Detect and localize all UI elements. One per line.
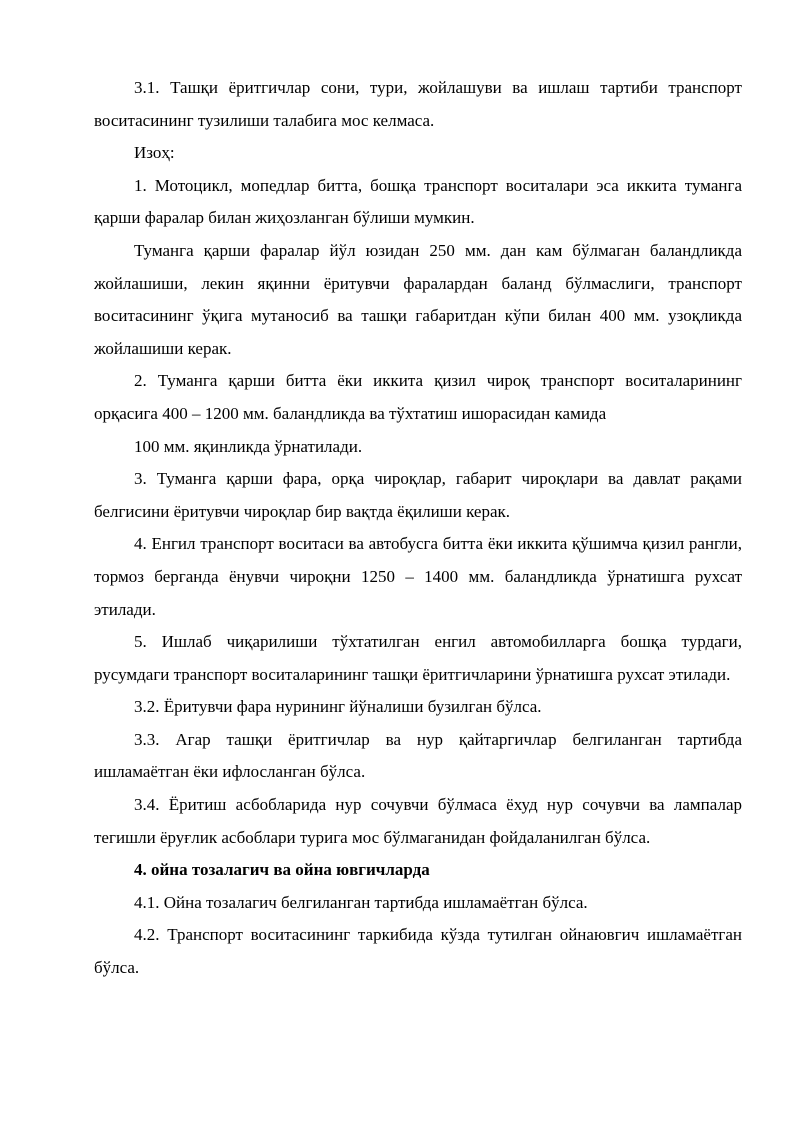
paragraph-4-1: 4.1. Ойна тозалагич белгиланган тартибда ишламаётган бўлса. [134,892,588,912]
document-page [94,72,742,985]
paragraph-3-4: 3.4. Ёритиш асбобларида нур сочувчи бўлмаса ёхуд нур сочувчи ва лампалар тегишли ёруғлик асбоблари турига мос бўлмаганидан фойдаланилган бўлса. [94,795,742,847]
section-4-heading: 4. ойна тозалагич ва ойна ювгичларда [134,860,430,880]
paragraph-3-2: 3.2. Ёритувчи фара нурининг йўналиши бузилган бўлса. [134,697,542,717]
note-item-2-continued: 100 мм. яқинликда ўрнатилади. [134,436,363,456]
note-label: Изоҳ: [134,143,175,163]
note-item-5: 5. Ишлаб чиқарилиши тўхтатилган енгил автомобилларга бошқа турдаги, русумдаги транспорт воситаларининг ташқи ёритгичларини ўрнатишга рухсат этилади. [94,632,742,684]
note-item-3: 3. Туманга қарши фара, орқа чироқлар, габарит чироқлари ва давлат рақами белгисини ёритувчи чироқлар бир вақтда ёқилиши керак. [94,469,742,521]
paragraph-4-2: 4.2. Транспорт воситасининг таркибида кўзда тутилган ойнаювгич ишламаётган бўлса. [94,925,742,978]
paragraph-3-1: 3.1. Ташқи ёритгичлар сони, тури, жойлашуви ва ишлаш тартиби транспорт воситасининг тузилиши талабига мос келмаса. [94,78,742,130]
note-item-1: 1. Мотоцикл, мопедлар битта, бошқа транспорт воситалари эса иккита туманга қарши фаралар билан жиҳозланган бўлиши мумкин. [94,175,742,228]
note-item-4: 4. Енгил транспорт воситаси ва автобусга битта ёки иккита қўшимча қизил рангли, тормоз берганда ёнувчи чироқни 1250 – 1400 мм. баландликда ўрнатишга рухсат этилади. [94,534,742,619]
note-item-1-detail: Туманга қарши фаралар йўл юзидан 250 мм. дан кам бўлмаган баландликда жойлашиши, лекин яқинни ёритувчи фаралардан баланд бўлмаслиги, транспорт воситасининг ўқига мутаносиб ва ташқи габаритдан кўпи билан 400 мм. узоқликда жойлашиши керак. [94,240,742,358]
paragraph-3-3: 3.3. Агар ташқи ёритгичлар ва нур қайтаргичлар белгиланган тартибда ишламаётган ёки ифлосланган бўлса. [94,729,742,782]
note-item-2: 2. Туманга қарши битта ёки иккита қизил чироқ транспорт воситаларининг орқасига 400 – 1200 мм. баландликда ва тўхтатиш ишорасидан камида [94,371,742,423]
